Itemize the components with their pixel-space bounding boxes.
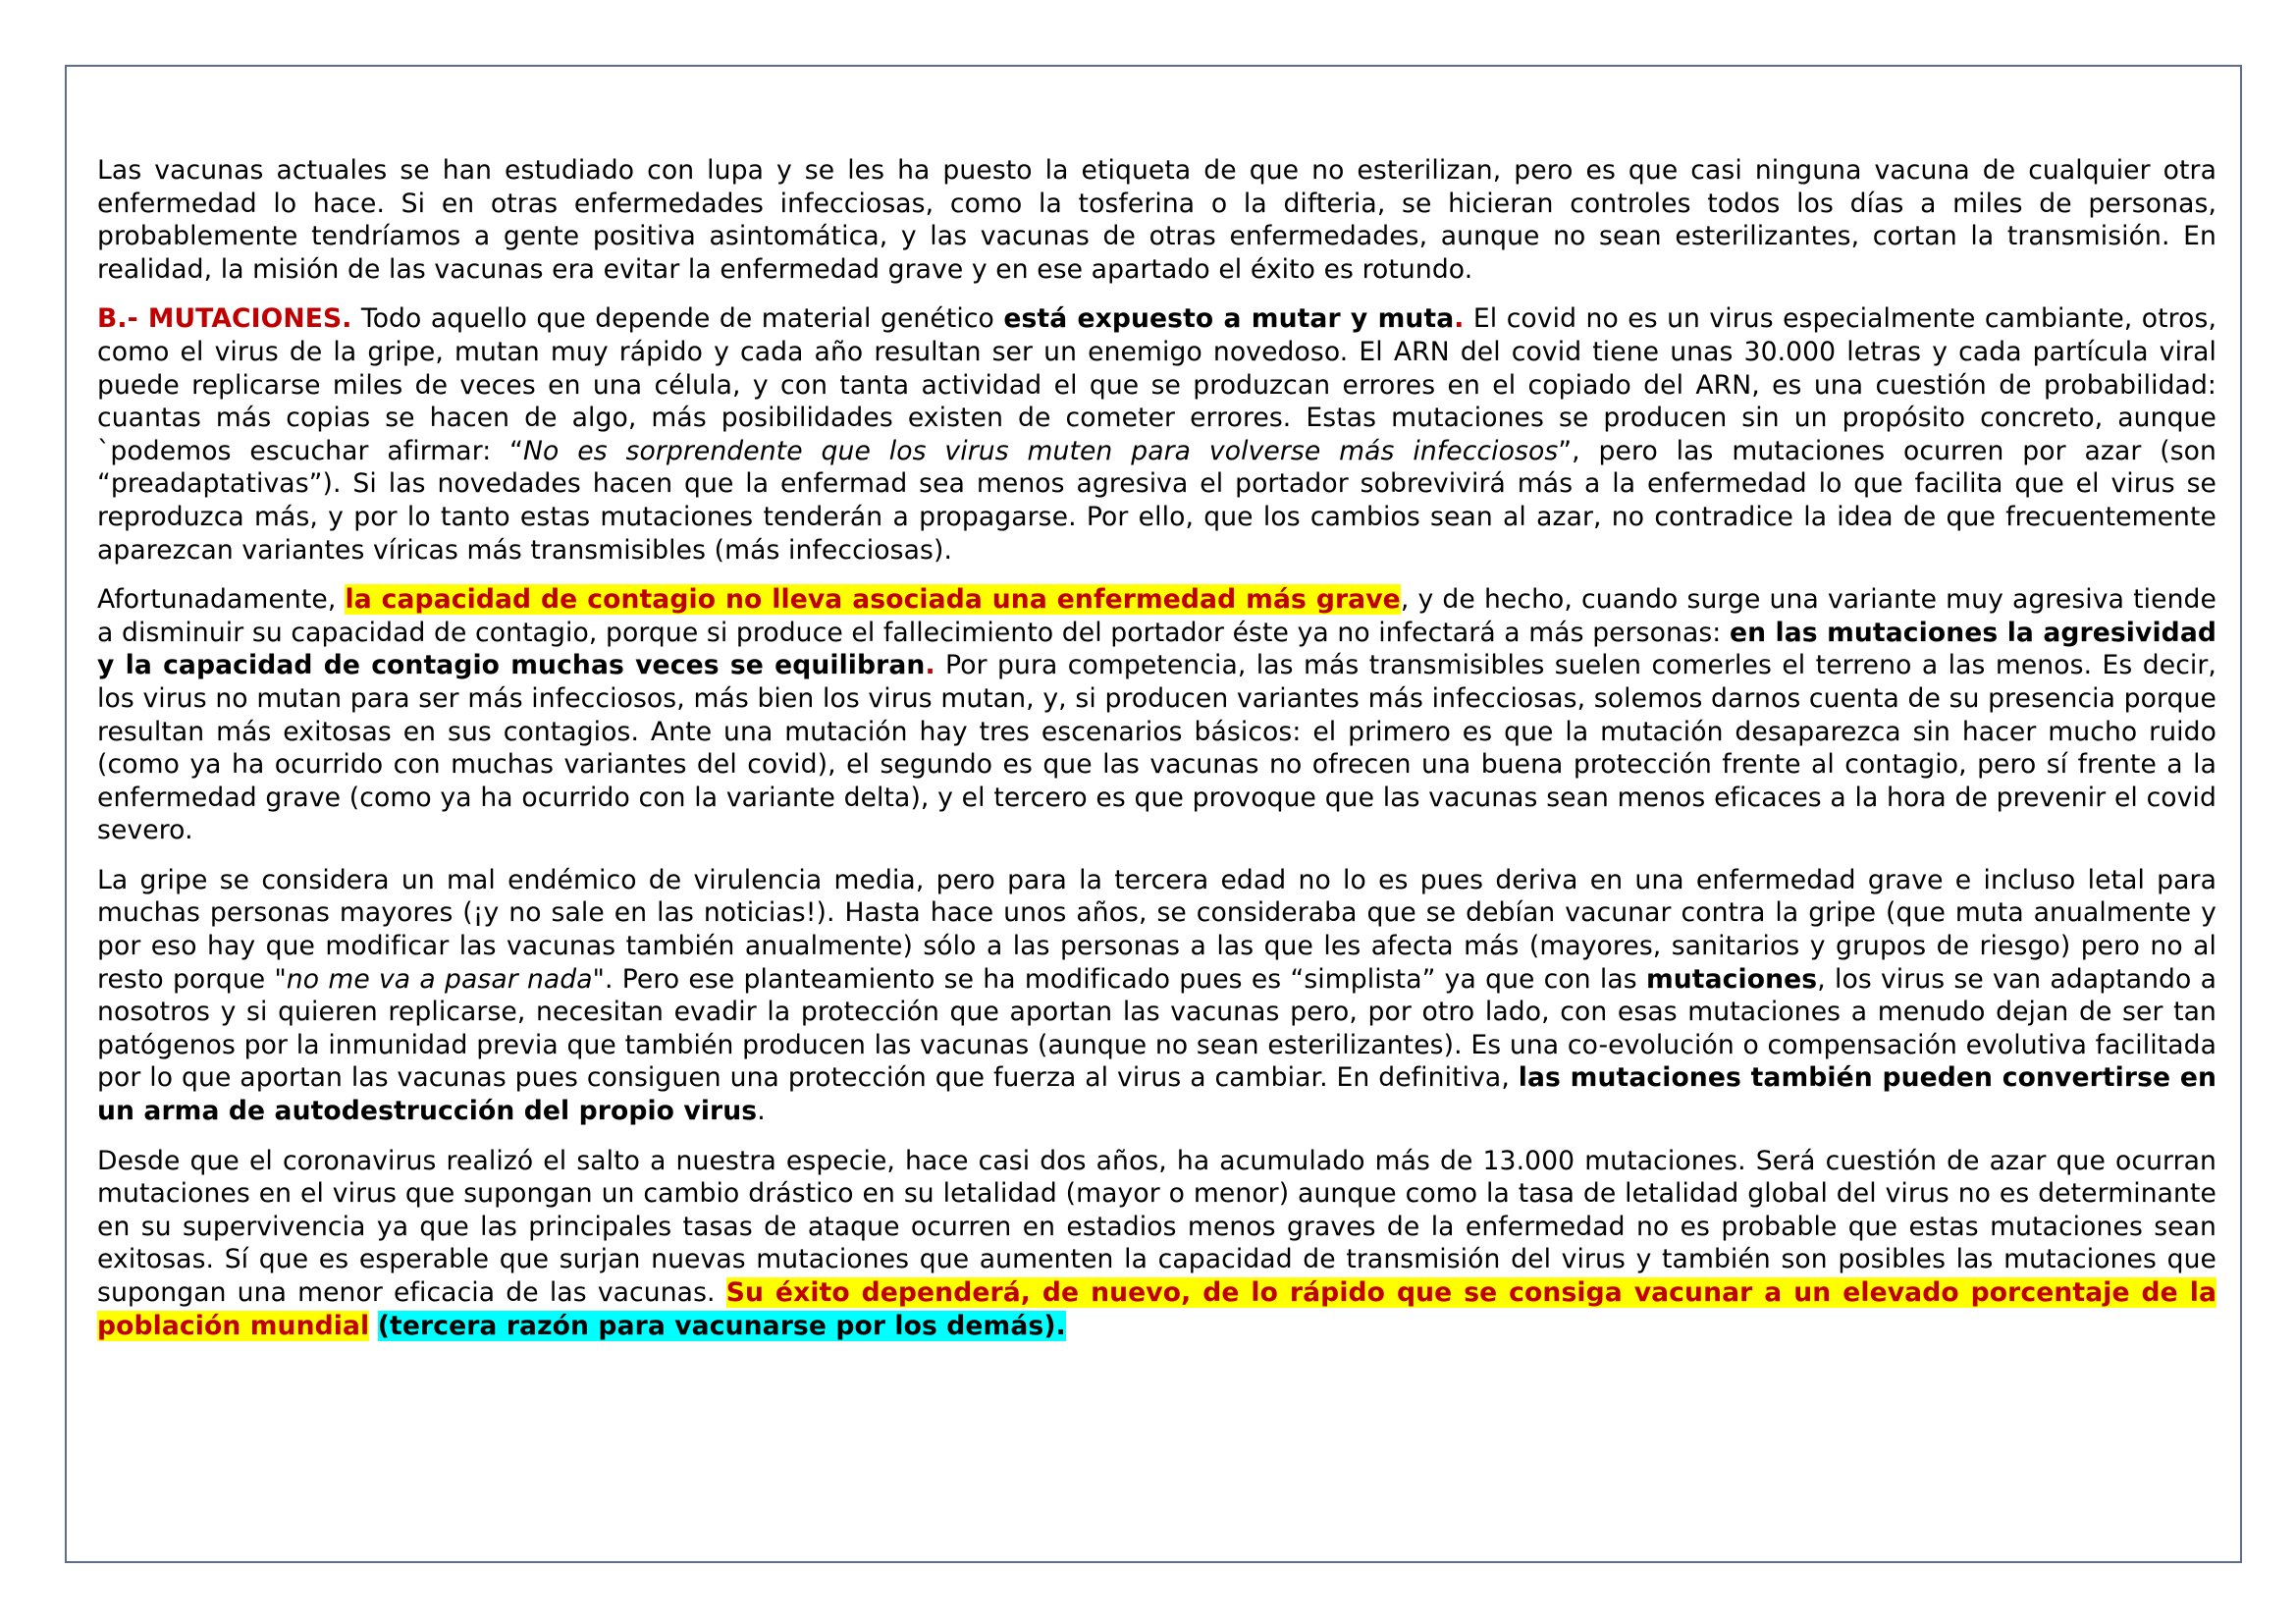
paragraph-3-dot: . [925, 650, 935, 681]
paragraph-3-text-c: Por pura competencia, las más transmisibles suelen comerles el terreno a las menos. Es decir, los virus no mutan para ser más infecciosos, más bien los virus mutan, y, si producen variantes más infecciosas, solemos darnos cuenta de su presencia porque resultan más exitosas en sus contagios. Ante una mutación hay tres escenarios básicos: el primero es que la mutación desaparezca sin hacer mucho ruido (como ya ha ocurrido con muchas variantes del covid), el segundo es que las vacunas no ofrecen una buena protección frente al contagio, pero sí frente a la enfermedad grave (como ya ha ocurrido con la variante delta), y el tercero es que provoque que las vacunas sean menos eficaces a la hora de prevenir el covid severo. [97, 650, 2216, 846]
paragraph-4-text-c: , los virus se van adaptando a nosotros y si quieren replicarse, necesitan evadir la protección que aportan las vacunas pero, por otro lado, con esas mutaciones a menudo dejan de ser tan patógenos por la inmunidad previa que también producen las vacunas (aunque no sean esterilizantes). Es una co-evolución o compensación evolutiva facilitada por lo que aportan las vacunas pues consiguen una protección que fuerza al virus a cambiar. En definitiva, [97, 963, 2216, 1094]
paragraph-3-text-a: Afortunadamente, [97, 584, 346, 616]
paragraph-5-text-a: Desde que el coronavirus realizó el salto a nuestra especie, hace casi dos años, ha acumulado más de 13.000 mutaciones. Será cuestión de azar que ocurran mutaciones en el virus que supongan un cambio drástico en su letalidad (mayor o menor) aunque como la tasa de letalidad global del virus no es determinante en su supervivencia ya que las principales tasas de ataque ocurren en estadios menos graves de la enfermedad no es probable que estas mutaciones sean exitosas. Sí que es esperable que surjan nuevas mutaciones que aumenten la capacidad de transmisión del virus y también son posibles las mutaciones que supongan una menor eficacia de las vacunas. [97, 1145, 2216, 1308]
paragraph-5-highlight-yellow: Su éxito dependerá, de nuevo, de lo rápido que se consiga vacunar a un elevado porcentaje de la población mundial [97, 1277, 2216, 1341]
paragraph-4 [97, 864, 2216, 1128]
paragraph-4-bold-b: las mutaciones también pueden convertirse en un arma de autodestrucción del propio virus [97, 1062, 2216, 1127]
paragraph-4-text-d: . [757, 1096, 766, 1127]
paragraph-4-text-b: ". Pero ese planteamiento se ha modificado pues es “simplista” ya que con las [592, 963, 1646, 995]
paragraph-3-text-b: , y de hecho, cuando surge una variante muy agresiva tiende a disminuir su capacidad de contagio, porque si produce el fallecimiento del portador éste ya no infectará a más personas: [97, 584, 2216, 648]
section-heading: B.- MUTACIONES. [97, 303, 352, 335]
paragraph-2 [97, 302, 2216, 567]
paragraph-5-space [369, 1311, 378, 1341]
paragraph-4-bold-a: mutaciones [1645, 963, 1818, 995]
paragraph-2-bold: está expuesto a mutar y muta [1003, 303, 1455, 335]
paragraph-4-text-a: La gripe se considera un mal endémico de virulencia media, pero para la tercera edad no lo es pues deriva en una enfermedad grave e incluso letal para muchas personas mayores (¡y no sale en las noticias!). Hasta hace unos años, se consideraba que se debían vacunar contra la gripe (que muta anualmente y por eso hay que modificar las vacunas también anualmente) sólo a las personas a las que les afecta más (mayores, sanitarios y grupos de riesgo) pero no al resto porque " [97, 864, 2216, 995]
paragraph-5 [97, 1145, 2216, 1343]
paragraph-2-text-a: Todo aquello que depende de material genético [351, 303, 1004, 335]
paragraph-3 [97, 583, 2216, 847]
paragraph-1-text: Las vacunas actuales se han estudiado con lupa y se les ha puesto la etiqueta de que no esterilizan, pero es que casi ninguna vacuna de cualquier otra enfermedad lo hace. Si en otras enfermedades infecciosas, como la tosferina o la difteria, se hicieran controles todos los días a miles de personas, probablemente tendríamos a gente positiva asintomática, y las vacunas de otras enfermedades, aunque no sean esterilizantes, cortan la transmisión. En realidad, la misión de las vacunas era evitar la enfermedad grave y en ese apartado el éxito es rotundo. [97, 155, 2216, 285]
paragraph-3-highlight: la capacidad de contagio no lleva asociada una enfermedad más grave [345, 584, 1401, 616]
paragraph-2-text-b: El covid no es un virus especialmente cambiante, otros, como el virus de la gripe, mutan muy rápido y cada año resultan ser un enemigo novedoso. El ARN del covid tiene unas 30.000 letras y cada partícula viral puede replicarse miles de veces en una célula, y con tanta actividad el que se produzcan errores en el copiado del ARN, es una cuestión de probabilidad: cuantas más copias se hacen de algo, más posibilidades existen de cometer errores. Estas mutaciones se producen sin un propósito concreto, aunque `podemos escuchar afirmar: “ [97, 303, 2216, 466]
paragraph-2-dot: . [1454, 303, 1465, 335]
paragraph-3-bold: en las mutaciones la agresividad y la capacidad de contagio muchas veces se equilibran [97, 617, 2216, 681]
paragraph-4-italic: no me va a pasar nada [286, 963, 593, 995]
paragraph-5-highlight-cyan: (tercera razón para vacunarse por los demás). [377, 1310, 1066, 1341]
paragraph-2-text-c: ”, pero las mutaciones ocurren por azar (son “preadaptativas”). Si las novedades hacen que la enfermad sea menos agresiva el portador sobrevivirá más a la enfermedad lo que facilita que el virus se reproduzca más, y por lo tanto estas mutaciones tenderán a propagarse. Por ello, que los cambios sean al azar, no contradice la idea de que frecuentemente aparezcan variantes víricas más transmisibles (más infecciosas). [97, 435, 2217, 566]
paragraph-1 [97, 154, 2216, 286]
paragraph-2-italic-quote: No es sorprendente que los virus muten para volverse más infecciosos [523, 435, 1559, 466]
document-body [97, 154, 2216, 1359]
